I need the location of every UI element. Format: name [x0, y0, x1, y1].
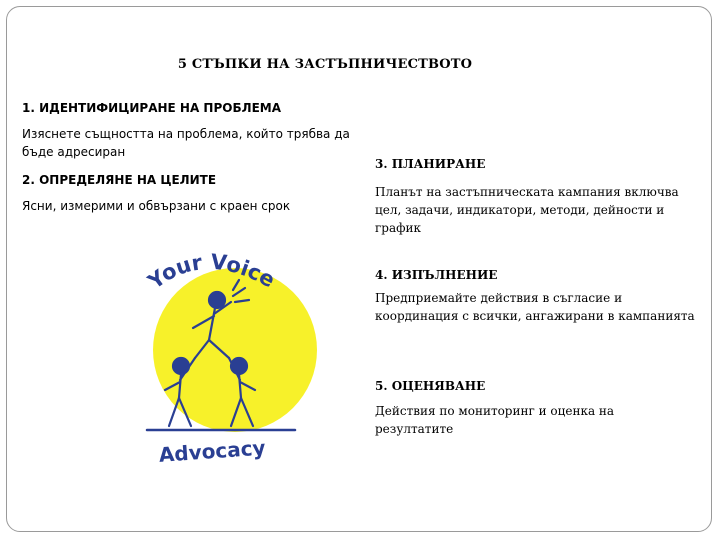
logo-circle: [153, 268, 317, 432]
logo-bottom-text: Advocacy: [158, 435, 267, 467]
step-1-heading: 1. ИДЕНТИФИЦИРАНЕ НА ПРОБЛЕМА: [22, 101, 281, 115]
step-4-heading: 4. ИЗПЪЛНЕНИЕ: [375, 268, 498, 282]
step-2-text: Ясни, измерими и обвързани с краен срок: [22, 199, 291, 213]
step-2-heading: 2. ОПРЕДЕЛЯНЕ НА ЦЕЛИТЕ: [22, 173, 217, 187]
step-5-heading: 5. ОЦЕНЯВАНЕ: [375, 379, 486, 393]
step-3-heading: 3. ПЛАНИРАНЕ: [375, 157, 486, 171]
step-3-text: Планът на застъпническата кампания включва цел, задачи, индикатори, методи, дейности и график: [375, 185, 679, 235]
advocacy-logo: [135, 250, 335, 475]
step-1-text: Изяснете същността на проблема, който трябва да бъде адресиран: [22, 127, 350, 159]
slide-title: 5 СТЪПКИ НА ЗАСТЪПНИЧЕСТВОТО: [177, 57, 473, 72]
step-5-text: Действия по мониторинг и оценка на резултатите: [375, 404, 615, 436]
slide-frame: [6, 6, 712, 532]
step-4-text: Предприемайте действия в съгласие и координация с всички, ангажирани в кампанията: [375, 291, 695, 323]
logo-top-text: Your Voice: [143, 250, 279, 294]
